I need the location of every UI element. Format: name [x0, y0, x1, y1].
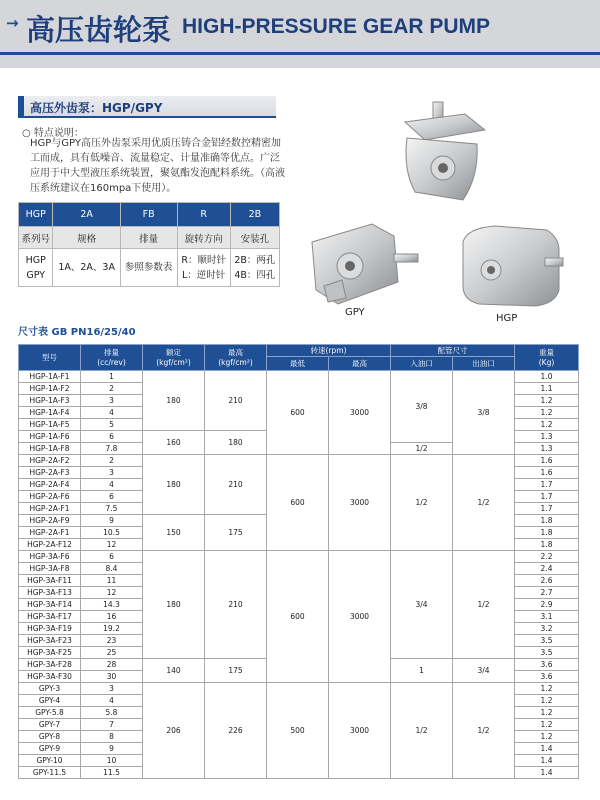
cell-smin: 600 [267, 371, 329, 455]
cell-displacement: 28 [81, 659, 143, 671]
cell-pin: 1/2 [391, 683, 453, 779]
cell-max: 175 [205, 515, 267, 551]
cell-displacement: 4 [81, 695, 143, 707]
code-series: HGP [19, 203, 53, 227]
model-code-table [18, 202, 280, 287]
cell-rated: 180 [143, 551, 205, 659]
cell-weight: 3.5 [515, 635, 579, 647]
cell-model: GPY-9 [19, 743, 81, 755]
cell-model: HGP-2A-F4 [19, 479, 81, 491]
cell-displacement: 12 [81, 539, 143, 551]
cell-weight: 3.2 [515, 623, 579, 635]
features-text: HGP与GPY高压外齿泵采用优质压铸合金铝经数控精密加工而成，具有低噪音、流量稳定、计量准确等优点。广泛应用于中大型液压系统装置，聚氨酯发泡配料系统。（高液压系统建议在160mpa下使用）。 [30, 138, 285, 194]
cell-smin: 600 [267, 455, 329, 551]
table-row [19, 683, 579, 695]
hdr-spec: 规格 [53, 227, 120, 249]
hdr-series: 系列号 [19, 227, 53, 249]
spec-table [18, 344, 579, 779]
cell-weight: 1.8 [515, 515, 579, 527]
cell-smax: 3000 [329, 371, 391, 455]
cell-model: HGP-1A-F3 [19, 395, 81, 407]
section-title: 高压外齿泵：HGP/GPY [30, 101, 163, 115]
cell-pout: 3/4 [453, 659, 515, 683]
cell-weight: 1.7 [515, 479, 579, 491]
cell-model: HGP-3A-F30 [19, 671, 81, 683]
section-marker [18, 96, 24, 116]
val-disp: 参照参数表 [120, 249, 177, 287]
hdr-mount: 安装孔 [230, 227, 279, 249]
cell-displacement: 9 [81, 743, 143, 755]
val-rotation: R：顺时针 L：逆时针 [177, 249, 230, 287]
cell-weight: 3.1 [515, 611, 579, 623]
cell-weight: 1.4 [515, 767, 579, 779]
cell-pin: 1/2 [391, 455, 453, 551]
code-mount: 2B [230, 203, 279, 227]
cell-displacement: 3 [81, 467, 143, 479]
cell-weight: 2.2 [515, 551, 579, 563]
cell-displacement: 5.8 [81, 707, 143, 719]
col-pipe-in: 入油口 [391, 357, 453, 371]
hdr-rotation: 旋转方向 [177, 227, 230, 249]
cell-model: HGP-2A-F1 [19, 503, 81, 515]
cell-model: HGP-1A-F8 [19, 443, 81, 455]
cell-rated: 180 [143, 455, 205, 515]
cell-displacement: 10 [81, 755, 143, 767]
cell-displacement: 23 [81, 635, 143, 647]
cell-pout: 1/2 [453, 551, 515, 659]
cell-rated: 150 [143, 515, 205, 551]
cell-model: GPY-8 [19, 731, 81, 743]
cell-displacement: 6 [81, 491, 143, 503]
cell-weight: 1.7 [515, 491, 579, 503]
cell-model: HGP-3A-F14 [19, 599, 81, 611]
cell-displacement: 7.5 [81, 503, 143, 515]
cell-model: HGP-1A-F4 [19, 407, 81, 419]
cell-model: HGP-1A-F5 [19, 419, 81, 431]
col-pipe-out: 出油口 [453, 357, 515, 371]
cell-weight: 1.6 [515, 455, 579, 467]
col-max: 最高 (kgf/cm²) [205, 345, 267, 371]
cell-rated: 140 [143, 659, 205, 683]
table-row [19, 371, 579, 383]
cell-pin: 1 [391, 659, 453, 683]
cell-model: HGP-3A-F13 [19, 587, 81, 599]
cell-weight: 1.7 [515, 503, 579, 515]
pump-image-gpy [302, 212, 422, 312]
cell-model: GPY-7 [19, 719, 81, 731]
cell-displacement: 2 [81, 383, 143, 395]
cell-displacement: 30 [81, 671, 143, 683]
cell-weight: 1.4 [515, 755, 579, 767]
col-model: 型号 [19, 345, 81, 371]
cell-model: GPY-10 [19, 755, 81, 767]
cell-displacement: 16 [81, 611, 143, 623]
page-title-cn: 高压齿轮泵 [26, 13, 172, 47]
val-series: HGP GPY [19, 249, 53, 287]
cell-weight: 2.7 [515, 587, 579, 599]
code-rotation: R [177, 203, 230, 227]
cell-model: HGP-3A-F6 [19, 551, 81, 563]
arrow-icon: → [6, 14, 17, 32]
cell-weight: 3.6 [515, 671, 579, 683]
cell-pin: 3/8 [391, 371, 453, 443]
cell-weight: 1.6 [515, 467, 579, 479]
cell-weight: 2.9 [515, 599, 579, 611]
col-weight: 重量 (Kg) [515, 345, 579, 371]
cell-displacement: 4 [81, 479, 143, 491]
cell-displacement: 5 [81, 419, 143, 431]
cell-weight: 1.2 [515, 707, 579, 719]
cell-smax: 3000 [329, 551, 391, 683]
cell-model: HGP-2A-F6 [19, 491, 81, 503]
cell-displacement: 3 [81, 683, 143, 695]
cell-weight: 1.2 [515, 719, 579, 731]
col-rated: 额定 (kgf/cm²) [143, 345, 205, 371]
cell-max: 210 [205, 455, 267, 515]
cell-smin: 600 [267, 551, 329, 683]
col-speed-max: 最高 [329, 357, 391, 371]
cell-weight: 1.2 [515, 395, 579, 407]
dimension-table-title: 尺寸表 GB PN16/25/40 [18, 327, 136, 338]
cell-displacement: 7 [81, 719, 143, 731]
cell-weight: 1.1 [515, 383, 579, 395]
cell-displacement: 6 [81, 551, 143, 563]
cell-weight: 1.2 [515, 731, 579, 743]
cell-rated: 206 [143, 683, 205, 779]
caption-gpy: GPY [345, 307, 365, 318]
cell-max: 175 [205, 659, 267, 683]
code-spec: 2A [53, 203, 120, 227]
cell-model: HGP-2A-F1 [19, 527, 81, 539]
cell-model: HGP-3A-F28 [19, 659, 81, 671]
cell-weight: 2.6 [515, 575, 579, 587]
cell-model: HGP-1A-F6 [19, 431, 81, 443]
cell-weight: 3.5 [515, 647, 579, 659]
cell-model: HGP-3A-F11 [19, 575, 81, 587]
cell-displacement: 1 [81, 371, 143, 383]
cell-max: 180 [205, 431, 267, 455]
cell-model: HGP-1A-F1 [19, 371, 81, 383]
cell-model: HGP-1A-F2 [19, 383, 81, 395]
hdr-disp: 排量 [120, 227, 177, 249]
cell-displacement: 19.2 [81, 623, 143, 635]
cell-model: GPY-5.8 [19, 707, 81, 719]
cell-displacement: 8 [81, 731, 143, 743]
cell-pin: 1/2 [391, 443, 453, 455]
cell-model: HGP-3A-F23 [19, 635, 81, 647]
cell-pin: 3/4 [391, 551, 453, 659]
cell-rated: 160 [143, 431, 205, 455]
cell-weight: 1.8 [515, 527, 579, 539]
cell-displacement: 2 [81, 455, 143, 467]
pump-image-hgp [455, 220, 565, 312]
cell-model: HGP-2A-F3 [19, 467, 81, 479]
cell-weight: 1.3 [515, 443, 579, 455]
cell-model: HGP-2A-F12 [19, 539, 81, 551]
val-spec: 1A、2A、3A [53, 249, 120, 287]
cell-weight: 1.8 [515, 539, 579, 551]
cell-model: GPY-3 [19, 683, 81, 695]
cell-weight: 1.2 [515, 419, 579, 431]
page-title-en: HIGH-PRESSURE GEAR PUMP [182, 15, 491, 38]
features-label: ○ 特点说明： [22, 128, 84, 139]
val-mount: 2B：两孔 4B：四孔 [230, 249, 279, 287]
cell-displacement: 10.5 [81, 527, 143, 539]
cell-displacement: 8.4 [81, 563, 143, 575]
cell-weight: 1.4 [515, 743, 579, 755]
col-disp: 排量 (cc/rev) [81, 345, 143, 371]
cell-model: GPY-4 [19, 695, 81, 707]
cell-weight: 1.0 [515, 371, 579, 383]
table-row [19, 455, 579, 467]
cell-pout: 1/2 [453, 683, 515, 779]
cell-weight: 1.2 [515, 407, 579, 419]
cell-displacement: 11.5 [81, 767, 143, 779]
cell-displacement: 4 [81, 407, 143, 419]
cell-max: 210 [205, 551, 267, 659]
cell-weight: 1.3 [515, 431, 579, 443]
cell-displacement: 6 [81, 431, 143, 443]
section-heading [18, 96, 276, 118]
cell-weight: 3.6 [515, 659, 579, 671]
cell-model: HGP-2A-F2 [19, 455, 81, 467]
cell-model: GPY-11.5 [19, 767, 81, 779]
header-rule [0, 52, 600, 55]
col-speed: 转速(rpm) [267, 345, 391, 357]
col-pipe: 配管尺寸 [391, 345, 515, 357]
cell-weight: 2.4 [515, 563, 579, 575]
cell-smin: 500 [267, 683, 329, 779]
cell-displacement: 3 [81, 395, 143, 407]
cell-smax: 3000 [329, 683, 391, 779]
cell-pout: 1/2 [453, 455, 515, 551]
cell-displacement: 11 [81, 575, 143, 587]
caption-hgp: HGP [496, 313, 518, 324]
cell-model: HGP-3A-F25 [19, 647, 81, 659]
pump-image-top [385, 100, 495, 220]
table-row [19, 551, 579, 563]
cell-model: HGP-2A-F9 [19, 515, 81, 527]
cell-smax: 3000 [329, 455, 391, 551]
cell-displacement: 9 [81, 515, 143, 527]
cell-max: 210 [205, 371, 267, 431]
cell-model: HGP-3A-F8 [19, 563, 81, 575]
cell-weight: 1.2 [515, 695, 579, 707]
cell-model: HGP-3A-F19 [19, 623, 81, 635]
code-disp: FB [120, 203, 177, 227]
col-speed-min: 最低 [267, 357, 329, 371]
cell-displacement: 14.3 [81, 599, 143, 611]
cell-model: HGP-3A-F17 [19, 611, 81, 623]
cell-displacement: 7.8 [81, 443, 143, 455]
cell-weight: 1.2 [515, 683, 579, 695]
page-header [0, 0, 600, 68]
cell-max: 226 [205, 683, 267, 779]
cell-displacement: 25 [81, 647, 143, 659]
cell-pout: 3/8 [453, 371, 515, 455]
cell-rated: 180 [143, 371, 205, 431]
cell-displacement: 12 [81, 587, 143, 599]
